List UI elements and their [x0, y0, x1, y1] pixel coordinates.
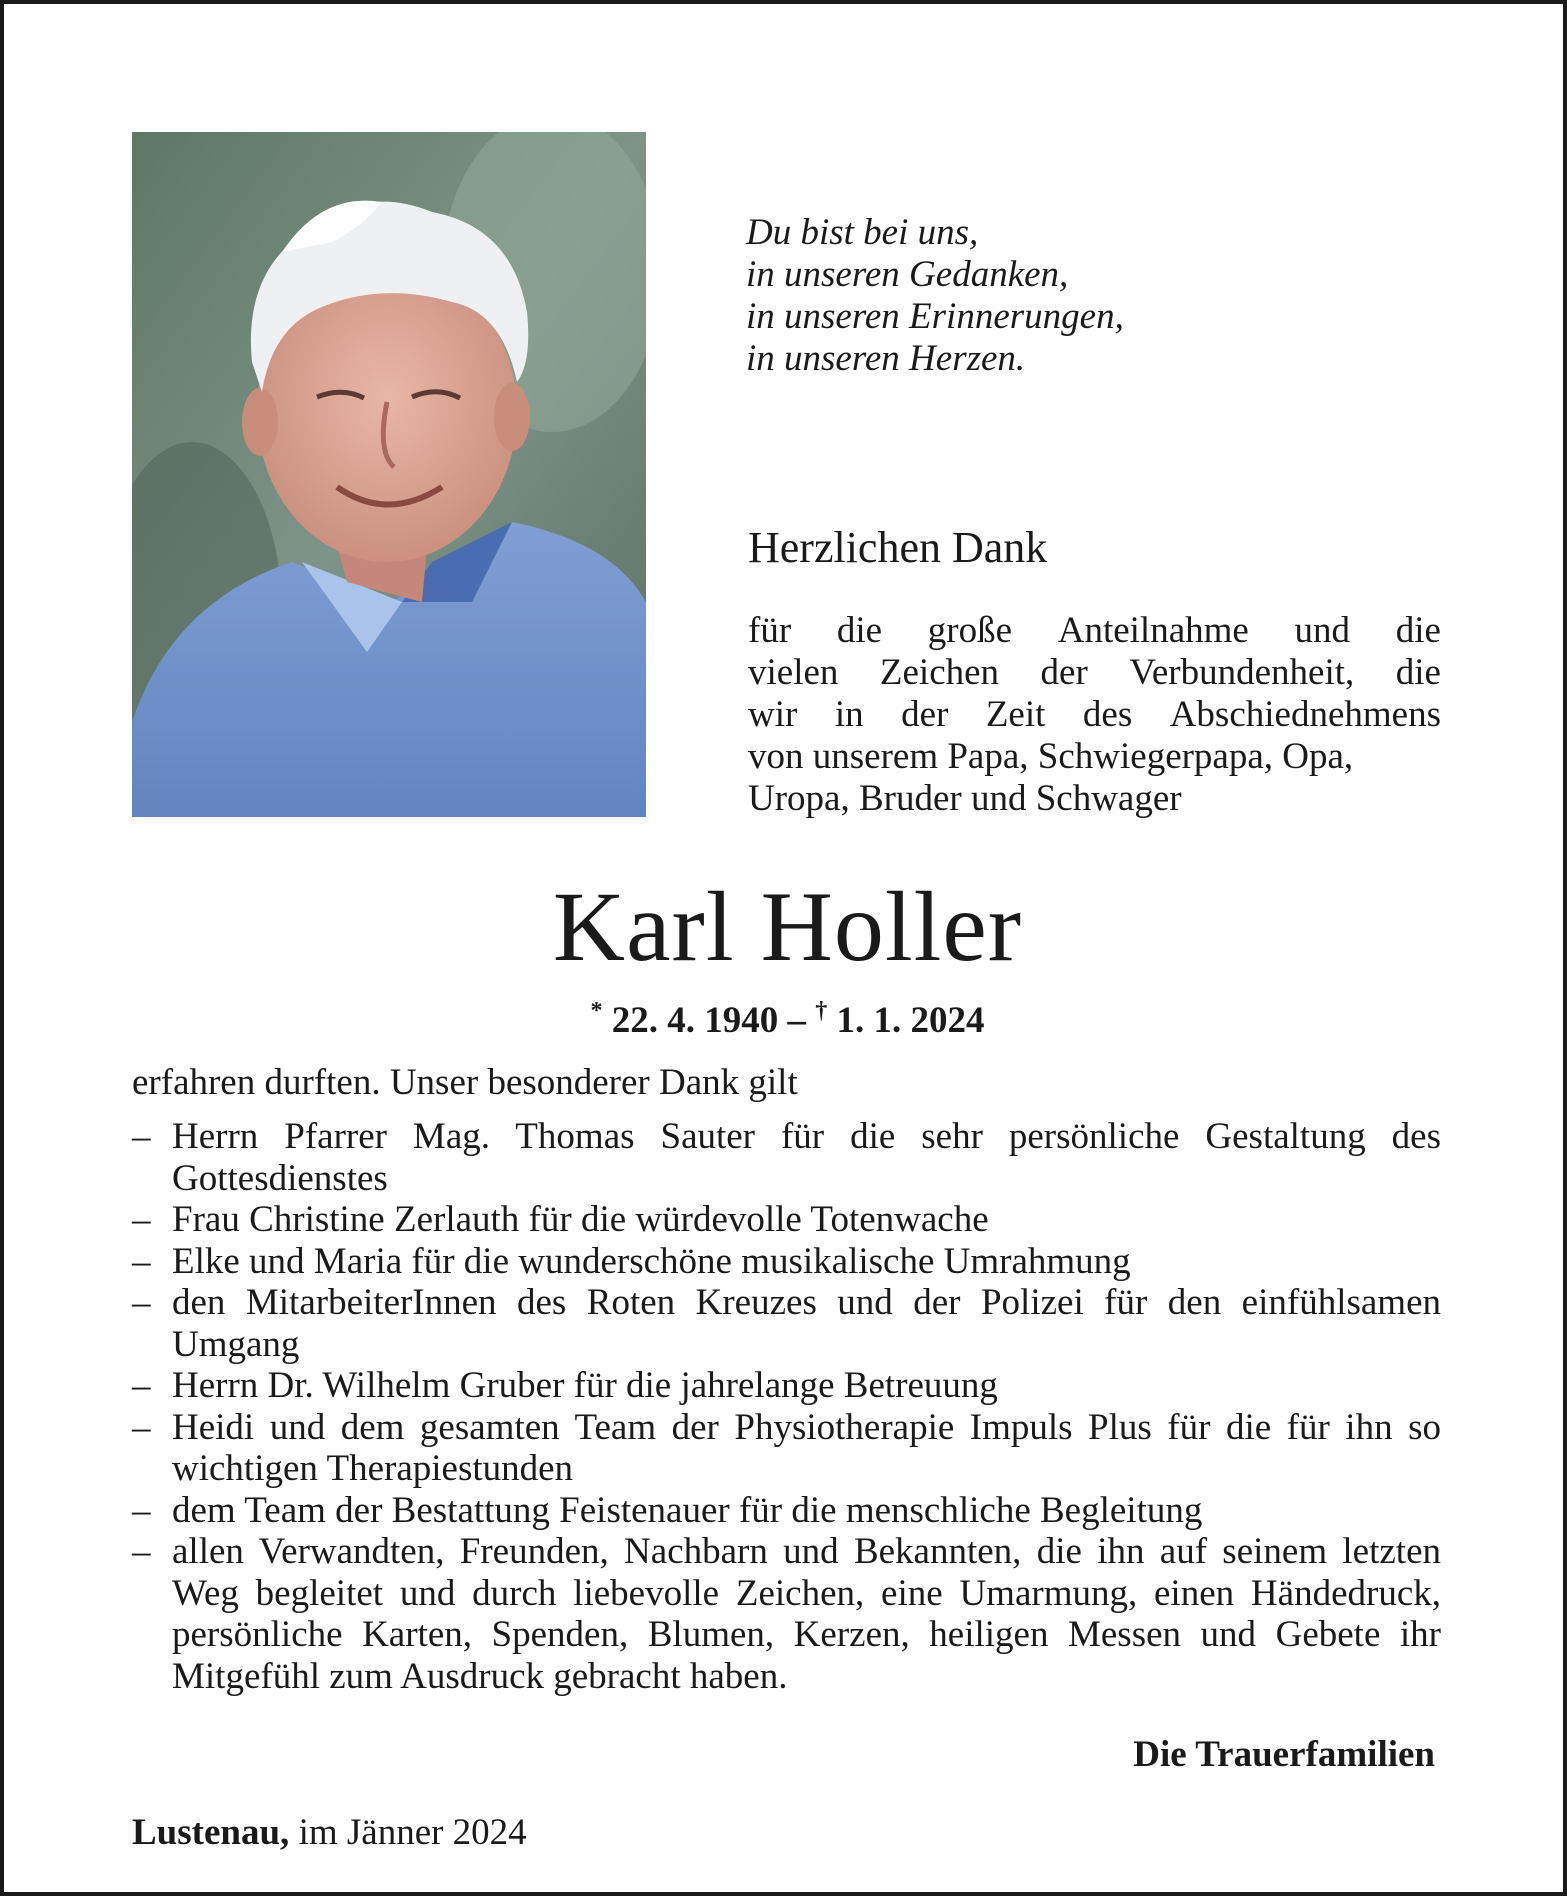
list-item: – Heidi und dem gesamten Team der Physiotherapie Impuls Plus für die für ihn so wichtigen Therapiestunden — [132, 1407, 1441, 1490]
poem-line: in unseren Erinnerungen, — [746, 296, 1124, 337]
paragraph-line — [748, 610, 1441, 652]
word: Anteilnahme — [1057, 610, 1249, 651]
paragraph-line — [748, 778, 1441, 820]
word: die — [1395, 610, 1441, 651]
word: für — [748, 610, 792, 651]
birth-date: 22. 4. 1940 — [611, 1000, 779, 1041]
word: der — [901, 694, 949, 735]
line-text: Uropa, Bruder und Schwager — [748, 778, 1182, 819]
birth-symbol: * — [590, 998, 603, 1024]
date: im Jänner 2024 — [289, 1812, 527, 1853]
word: Zeichen — [879, 652, 1000, 693]
list-item: – dem Team der Bestattung Feistenauer für die menschliche Begleitung — [132, 1490, 1441, 1532]
portrait-illustration — [132, 132, 646, 817]
death-date: 1. 1. 2024 — [836, 1000, 985, 1041]
word: die — [1395, 652, 1441, 693]
date-separator: – — [778, 1000, 816, 1041]
poem-line: in unseren Gedanken, — [746, 254, 1069, 295]
thanks-paragraph — [748, 610, 1441, 820]
word: die — [836, 610, 883, 651]
list-item: – Frau Christine Zerlauth für die würdevolle Totenwache — [132, 1199, 1441, 1241]
word: der — [1040, 652, 1088, 693]
deceased-name: Karl Holler — [552, 871, 1023, 982]
list-item: – Elke und Maria für die wunderschöne musikalische Umrahmung — [132, 1241, 1441, 1283]
paragraph-line — [748, 652, 1441, 694]
word: in — [834, 694, 864, 735]
thanks-heading: Herzlichen Dank — [748, 523, 1048, 572]
word: Verbundenheit, — [1129, 652, 1355, 693]
life-dates — [4, 989, 1567, 1043]
word: des — [1082, 694, 1133, 735]
word: Zeit — [985, 694, 1046, 735]
thanks-intro: erfahren durften. Unser besonderer Dank gilt — [132, 1062, 798, 1103]
word: und — [1294, 610, 1351, 651]
list-item: – Herrn Dr. Wilhelm Gruber für die jahrelange Betreuung — [132, 1365, 1441, 1407]
paragraph-line — [748, 694, 1441, 736]
word: große — [927, 610, 1013, 651]
list-item: – Herrn Pfarrer Mag. Thomas Sauter für die sehr persönliche Gestaltung des Gottesdienstes — [132, 1116, 1441, 1199]
word: wir — [748, 694, 798, 735]
list-item: – allen Verwandten, Freunden, Nachbarn und Bekannten, die ihn auf seinem letzten Weg begleitet und durch liebevolle Zeichen, eine Umarmung, einen Händedruck, persönliche Karten, Spenden, Blumen, Kerzen, heiligen Messen und Gebete ihr Mitgefühl zum Ausdruck gebracht haben. — [132, 1531, 1441, 1697]
poem — [746, 212, 1124, 380]
place-date — [132, 1812, 527, 1854]
death-symbol: † — [815, 998, 828, 1024]
signature: Die Trauerfamilien — [1133, 1734, 1435, 1775]
list-item: – den MitarbeiterInnen des Roten Kreuzes und der Polizei für den einfühlsamen Umgang — [132, 1282, 1441, 1365]
paragraph-line — [748, 736, 1441, 778]
thanks-list — [132, 1116, 1441, 1697]
place: Lustenau, — [132, 1812, 290, 1853]
word: vielen — [748, 652, 839, 693]
portrait-photo — [132, 132, 646, 817]
line-text: von unserem Papa, Schwiegerpapa, Opa, — [748, 736, 1354, 777]
poem-line: Du bist bei uns, — [746, 212, 979, 253]
word: Abschiednehmens — [1169, 694, 1441, 735]
poem-line: in unseren Herzen. — [746, 338, 1026, 379]
